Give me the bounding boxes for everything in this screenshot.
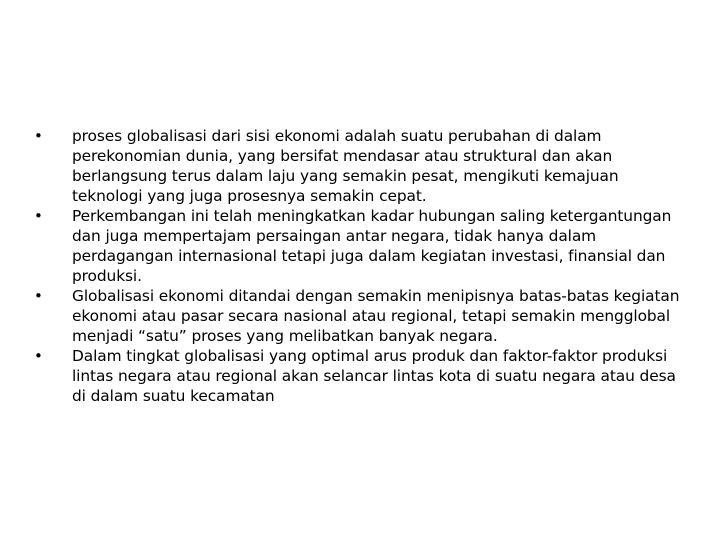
bullet-text: Perkembangan ini telah meningkatkan kadar hubungan saling ketergantungan dan juga mempertajam persaingan antar negara, tidak hanya dalam perdagangan internasional tetapi juga dalam kegiatan investasi, finansial dan produksi. <box>72 207 672 285</box>
bullet-icon: • <box>34 207 43 225</box>
list-item <box>34 126 684 206</box>
list-item <box>34 346 684 406</box>
bullet-list <box>34 126 684 406</box>
bullet-text: Globalisasi ekonomi ditandai dengan semakin menipisnya batas-batas kegiatan ekonomi atau pasar secara nasional atau regional, tetapi semakin mengglobal menjadi “satu” proses yang melibatkan banyak negara. <box>72 287 680 345</box>
list-item <box>34 286 684 346</box>
bullet-icon: • <box>34 127 43 145</box>
bullet-text: proses globalisasi dari sisi ekonomi adalah suatu perubahan di dalam perekonomian dunia, yang bersifat mendasar atau struktural dan akan berlangsung terus dalam laju yang semakin pesat, mengikuti kemajuan teknologi yang juga prosesnya semakin cepat. <box>72 127 619 205</box>
bullet-icon: • <box>34 347 43 365</box>
bullet-icon: • <box>34 287 43 305</box>
list-item <box>34 206 684 286</box>
bullet-text: Dalam tingkat globalisasi yang optimal arus produk dan faktor-faktor produksi lintas negara atau regional akan selancar lintas kota di suatu negara atau desa di dalam suatu kecamatan <box>72 347 676 405</box>
